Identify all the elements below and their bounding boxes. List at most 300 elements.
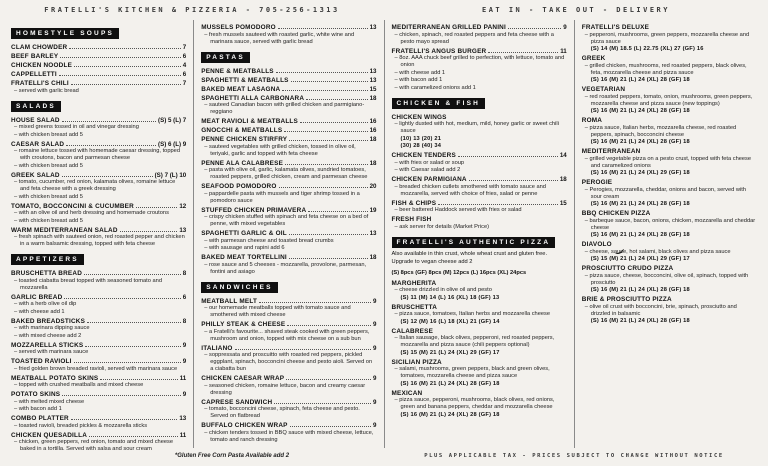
item-price: 13 <box>369 67 377 75</box>
dotted-leader <box>282 90 367 91</box>
item-price: 7 <box>182 44 187 51</box>
item-name-row <box>11 117 186 124</box>
item-price: 11 <box>179 374 187 382</box>
item-price: 9 <box>563 24 567 31</box>
item-name-row <box>201 375 376 382</box>
item-name: GARLIC BREAD <box>11 293 63 301</box>
size-legend: (S) 8pcs (GF) 8pcs (M) 12pcs (L) 16pcs (XL) 24pcs <box>391 269 527 276</box>
item-name-row <box>201 345 376 352</box>
item-name-row <box>392 280 567 287</box>
item-name-row <box>201 95 376 102</box>
dotted-leader <box>469 180 558 181</box>
item-price: 16 <box>369 118 377 125</box>
menu-item <box>201 24 376 46</box>
item-price: 11 <box>179 431 187 439</box>
section-header-row <box>11 248 186 268</box>
item-note: – Perogies, mozzarella, cheddar, onions and bacon, served with sour cream <box>582 187 757 201</box>
item-name: FRATELLI'S CHILI <box>11 80 69 87</box>
item-name-row <box>582 296 757 303</box>
item-note: – toasted ciabatta bread topped with seasoned tomato and mozzarella <box>11 278 186 292</box>
item-name: CHICKEN WINGS <box>391 113 447 121</box>
item-size-prices: (S) 16 (M) 21 (L) 24 (XL) 28 (GF) 18 <box>400 411 500 418</box>
section-header: SALADS <box>11 101 61 112</box>
item-name-row <box>392 304 567 311</box>
item-note: – grilled chicken, mushrooms, red roasted peppers, black olives, feta, mozzarella cheese and pizza sauce <box>582 63 757 77</box>
item-name: DIAVOLO <box>581 241 612 248</box>
item-note: – with sausage and rapini add 6 <box>201 245 376 252</box>
menu-item <box>392 328 567 357</box>
item-name: STUFFED CHICKEN PRIMAVERA <box>201 206 307 214</box>
menu-item <box>201 321 376 343</box>
item-note: – chicken, spinach, red roasted peppers and feta cheese with a pesto mayo spread <box>392 32 567 46</box>
menu-item <box>11 172 186 201</box>
item-note: – with Caesar salad add 2 <box>392 167 567 174</box>
dotted-leader <box>458 156 558 157</box>
menu-item <box>392 390 567 419</box>
item-size-prices: (S) 14 (M) 18.5 (L) 22.75 (XL) 27 (GF) 16 <box>590 46 704 52</box>
item-name-row <box>392 216 567 223</box>
dotted-leader <box>74 362 181 363</box>
menu-item <box>392 216 567 231</box>
item-note: – with chicken breast add 5 <box>11 132 186 139</box>
item-name: CHICKEN NOODLE <box>11 62 73 69</box>
dotted-leader <box>59 75 181 76</box>
dotted-leader <box>87 322 181 323</box>
section-header: APPETIZERS <box>11 254 84 265</box>
item-name-row <box>201 86 376 93</box>
item-size-prices: (S) 15 (M) 21 (L) 24 (XL) 29 (GF) 17 <box>590 256 690 262</box>
dotted-leader <box>62 176 153 177</box>
menu-item <box>201 118 376 125</box>
item-price: 18 <box>369 94 377 102</box>
menu-item <box>582 296 757 325</box>
dotted-leader <box>235 349 371 350</box>
item-price: 6 <box>182 53 187 60</box>
item-price: 9 <box>373 321 377 328</box>
item-note: – salami, mushrooms, green peppers, black and green olives, tomatoes, mozzarella cheese and pizza sauce <box>392 366 567 380</box>
item-name: POTATO SKINS <box>11 391 61 398</box>
item-note: – breaded chicken cutlets smothered with tomato sauce and mozzarella, served with choice of fries, salad or penne <box>392 184 567 198</box>
item-name-row <box>582 241 757 248</box>
item-note: – with cheese add 1 <box>11 309 186 316</box>
item-price: 9 <box>182 341 187 349</box>
item-name-row <box>11 141 186 148</box>
item-name: PENNE & MEATBALLS <box>201 67 274 75</box>
dotted-leader <box>279 187 368 188</box>
menu-column <box>4 20 193 452</box>
menu-item <box>582 148 757 177</box>
item-name: MEATBALL MELT <box>201 297 258 305</box>
item-name-row <box>201 422 376 429</box>
menu-item <box>11 318 186 340</box>
menu-item <box>392 48 567 92</box>
menu-item <box>201 422 376 444</box>
menu-item <box>582 24 757 53</box>
item-note: – rose sauce and 5 cheeses - mozzarella, provolone, parmesan, fontini and asiago <box>201 262 376 276</box>
menu-item <box>392 304 567 326</box>
menu-item <box>201 68 376 75</box>
section-header: FRATELLI'S AUTHENTIC PIZZA <box>392 237 556 248</box>
dotted-leader <box>259 302 371 303</box>
dotted-leader <box>285 164 368 165</box>
item-note: – Italian sausage, black olives, pepperoni, red roasted peppers, mozzarella and pizza sauce (chili peppers optional) <box>392 335 567 349</box>
item-note: – with chicken breast add 5 <box>11 194 186 201</box>
dotted-leader <box>136 207 177 208</box>
dotted-leader <box>69 48 180 49</box>
menu-item <box>201 298 376 320</box>
dotted-leader <box>274 403 371 404</box>
item-name-row <box>201 183 376 190</box>
item-name: TOASTED RAVIOLI <box>11 358 72 365</box>
dotted-leader <box>66 145 156 146</box>
item-price: 14 <box>559 152 567 159</box>
item-name: BBQ CHICKEN PIZZA <box>581 210 651 217</box>
item-name-row <box>11 391 186 398</box>
item-price: 13 <box>179 415 187 422</box>
item-name: MEATBALL POTATO SKINS <box>11 374 99 382</box>
item-name-row <box>11 172 186 179</box>
menu-item <box>11 62 186 69</box>
section-intro-text: Upgrade to vegan cheese add 2 <box>391 259 473 265</box>
dotted-leader <box>62 395 181 396</box>
menu-column <box>574 20 764 448</box>
item-note: – soppressata and proscuitto with roasted red peppers, pickled eggplant, spinach, bocconcini cheese and pesto aioli. Served on a ciabatta bun <box>201 352 376 373</box>
item-name-row <box>201 207 376 214</box>
item-name: BEEF BARLEY <box>11 53 59 60</box>
dotted-leader <box>100 379 177 380</box>
item-price: 15 <box>559 199 567 207</box>
item-name: TOMATO, BOCCONCINI & CUCUMBER <box>11 202 134 210</box>
item-size-prices: (S) 11 (M) 14 (L) 16 (XL) 18 (GF) 13 <box>400 294 500 301</box>
menu-item <box>201 160 376 182</box>
menu-item <box>11 432 186 454</box>
item-name: SEAFOOD POMODORO <box>201 183 277 190</box>
menu-item <box>11 80 186 95</box>
item-size-prices: (S) 12 (M) 16 (L) 18 (XL) 21 (GF) 14 <box>400 318 500 325</box>
item-name-row <box>11 71 186 78</box>
item-name: ROMA <box>581 117 603 124</box>
menu-item <box>11 141 186 170</box>
section-header-row <box>201 46 376 66</box>
menu-item <box>582 179 757 208</box>
item-name: SPAGHETTI ALLA CARBONARA <box>201 94 305 102</box>
item-note: – our homemade meatballs topped with tomato sauce and smothered with mixed cheese <box>201 305 376 319</box>
menu-item <box>582 86 757 115</box>
item-price: 9 <box>373 375 377 382</box>
item-note: – pasta with olive oil, garlic, kalamata olives, sundried tomatoes, roasted peppers, grilled chicken, cream and parmesan cheese <box>201 167 376 181</box>
item-note: – served with marinara sauce <box>11 349 186 356</box>
menu-item <box>11 117 186 139</box>
dotted-leader <box>488 52 558 53</box>
item-price: 9 <box>373 422 377 429</box>
item-price: 4 <box>182 62 187 69</box>
item-note: – with parmesan cheese and toasted bread crumbs <box>201 238 376 245</box>
item-note: – toasted ravioli, breaded pickles & mozzarella sticks <box>11 423 186 430</box>
dotted-leader <box>84 274 181 275</box>
menu-item <box>392 359 567 388</box>
item-name-row <box>11 342 186 349</box>
item-note: – lightly dusted with hot, medium, mild, honey garlic or sweet chili sauce <box>392 121 567 135</box>
item-price: 7 <box>182 80 187 87</box>
item-name: BAKED BREADSTICKS <box>11 317 86 325</box>
item-note: – with marinara dipping sauce <box>11 325 186 332</box>
item-name-row <box>392 200 567 207</box>
item-price: 18 <box>369 136 377 143</box>
item-name: CLAM CHOWDER <box>11 44 68 51</box>
dotted-leader <box>290 426 371 427</box>
item-name-row <box>11 375 186 382</box>
item-name-row <box>201 77 376 84</box>
item-name: BUFFALO CHICKEN WRAP <box>201 422 288 429</box>
item-note: – olive oil crust with bocconcini, brie, spinach, prosciutto and drizzled in balsamic <box>582 304 757 318</box>
item-name-row <box>11 227 186 234</box>
item-name-row <box>582 179 757 186</box>
item-name-row <box>11 80 186 87</box>
menu-item <box>201 86 376 93</box>
item-name-row <box>11 44 186 51</box>
item-name-row <box>201 230 376 237</box>
item-note: – fried golden brown breaded ravioli, served with marinara sauce <box>11 366 186 373</box>
item-name-row <box>201 118 376 125</box>
item-size-prices: (S) 16 (M) 21 (L) 24 (XL) 28 (GF) 18 <box>400 380 500 387</box>
menu-item <box>201 345 376 374</box>
item-note: – chicken, green peppers, red onion, tomato and mixed cheese baked in a tortilla. Served with salsa and sour cream <box>11 439 186 453</box>
item-note: – with a herb olive oil dip <box>11 301 186 308</box>
item-note: – sauteed vegetables with grilled chicken, tossed in olive oil, teriyaki, garlic and topped with feta cheese <box>201 144 376 158</box>
item-name: BRUSCHETTA <box>391 303 438 311</box>
service-options: EAT IN - TAKE OUT - DELIVERY <box>481 6 670 14</box>
item-name: CHICKEN CAESAR WRAP <box>201 375 285 382</box>
section-header: HOMESTYLE SOUPS <box>11 28 119 39</box>
menu-item <box>201 95 376 117</box>
menu-item <box>201 207 376 229</box>
item-name: VEGETARIAN <box>581 86 626 93</box>
item-price: 13 <box>369 24 377 31</box>
item-name-row <box>582 210 757 217</box>
item-price: 16 <box>369 127 377 134</box>
menu-item <box>11 375 186 390</box>
section-header-row <box>392 92 567 112</box>
item-note: – crispy chicken stuffed with spinach and feta cheese on a bed of penne, with mixed vegetables <box>201 214 376 228</box>
dotted-leader <box>278 28 368 29</box>
menu-item <box>582 117 757 146</box>
dotted-leader <box>287 325 371 326</box>
item-name: MEXICAN <box>391 389 423 397</box>
item-note: – with fries or salad or soup <box>392 160 567 167</box>
item-price: 6 <box>182 293 187 301</box>
item-note: – pizza sauce, Italian herbs, mozzarella cheese, red roasted peppers, spinach, bocconcini cheese <box>582 125 757 139</box>
item-note: – pizza sauce, cheese, bocconcini, olive oil, spinach, topped with prosciutto <box>582 273 757 287</box>
menu-item <box>11 270 186 292</box>
item-note: – beer battered Haddock served with fries or salad <box>392 207 567 214</box>
item-note: – sauteed Canadian bacon with grilled chicken and parmigiano-reggiano <box>201 102 376 116</box>
dotted-leader <box>60 57 181 58</box>
item-name: HOUSE SALAD <box>11 116 60 124</box>
menu-item <box>11 358 186 373</box>
item-price: 9 <box>373 344 377 352</box>
item-name: BAKED MEAT TORTELLINI <box>201 254 287 261</box>
dotted-leader <box>286 379 371 380</box>
menu-item <box>11 415 186 430</box>
item-name: PROSCIUTTO CRUDO PIZZA <box>581 265 674 272</box>
section-header-row <box>11 22 186 42</box>
menu-column <box>384 20 574 448</box>
menu-item <box>11 71 186 78</box>
menu-item <box>201 230 376 252</box>
item-note: – fresh mussels sauteed with roasted garlic, white wine and marinara sauce, served with garlic bread <box>201 32 376 46</box>
item-name-row <box>201 160 376 167</box>
menu-columns <box>0 20 768 452</box>
menu-item <box>582 265 757 294</box>
dotted-leader <box>85 346 180 347</box>
dotted-leader <box>508 28 561 29</box>
section-header-row <box>11 95 186 115</box>
item-name-row <box>11 432 186 439</box>
item-name: WARM MEDITERRANEAN SALAD <box>11 226 118 234</box>
item-name-row <box>392 176 567 183</box>
item-name-row <box>582 148 757 155</box>
item-price: (S) 5 (L) 7 <box>158 116 187 124</box>
restaurant-title: FRATELLI'S KITCHEN & PIZZERIA - 705-256-1313 <box>44 6 340 14</box>
item-name: MEDITERRANEAN <box>581 148 641 155</box>
menu-item <box>11 391 186 413</box>
item-name-row <box>392 114 567 121</box>
item-price: 9 <box>373 297 377 305</box>
item-name-row <box>201 298 376 305</box>
item-name: PENNE CHICKEN STIRFRY <box>201 136 288 143</box>
item-name-row <box>11 270 186 277</box>
menu-item <box>201 136 376 158</box>
item-name: CAPPELLETTI <box>11 71 57 78</box>
dotted-leader <box>64 298 180 299</box>
item-size-prices: (S) 16 (M) 21 (L) 24 (XL) 28 (GF) 18 <box>590 77 690 83</box>
item-size-prices: (S) 16 (M) 21 (L) 24 (XL) 28 (GF) 18 <box>590 139 690 145</box>
menu-item <box>11 53 186 60</box>
item-price: 15 <box>369 85 377 93</box>
dotted-leader <box>284 131 367 132</box>
menu-item <box>582 241 757 263</box>
item-name-row <box>11 318 186 325</box>
item-name: SPAGHETTI GARLIC & OIL <box>201 230 287 237</box>
menu-item <box>201 127 376 134</box>
menu-item <box>201 254 376 276</box>
menu-item <box>11 44 186 51</box>
dotted-leader <box>62 121 156 122</box>
item-note: – with an olive oil and herb dressing and homemade croutons <box>11 210 186 217</box>
item-name-row <box>582 55 757 62</box>
dotted-leader <box>120 231 178 232</box>
item-name-row <box>11 415 186 422</box>
item-note: – romaine lettuce tossed with homemade caesar dressing, topped with croutons, bacon and parmesan cheese <box>11 148 186 162</box>
item-name-row <box>392 390 567 397</box>
item-note: – with mixed cheese add 2 <box>11 333 186 340</box>
item-note: – with bacon add 1 <box>392 77 567 84</box>
menu-item <box>11 294 186 316</box>
item-price: (S) 7 (L) 10 <box>154 171 187 179</box>
item-size-prices: (S) 16 (M) 21 (L) 24 (XL) 28 (GF) 18 <box>590 232 690 238</box>
item-name: SICILIAN PIZZA <box>391 358 442 366</box>
item-name-row <box>582 24 757 31</box>
menu-item <box>582 55 757 84</box>
dotted-leader <box>71 419 177 420</box>
menu-item <box>11 227 186 249</box>
item-note: – with caramelized onions add 1 <box>392 85 567 92</box>
item-size-prices: (30) 28 (40) 34 <box>400 143 442 149</box>
section-header-row <box>201 276 376 296</box>
item-name: PENNE ALA CALABRESE <box>201 159 284 167</box>
dotted-leader <box>289 234 368 235</box>
item-note: – pizza sauce, tomatoes, Italian herbs and mozzarella cheese <box>392 311 567 318</box>
item-name-row <box>201 68 376 75</box>
dotted-leader <box>306 99 367 100</box>
item-note: – with chicken breast add 5 <box>11 218 186 225</box>
menu-item <box>201 399 376 421</box>
menu-item <box>11 203 186 225</box>
item-price: 19 <box>369 206 377 214</box>
item-price: 18 <box>369 159 377 167</box>
item-size-prices: (S) 16 (M) 21 (L) 24 (XL) 28 (GF) 18 <box>590 108 690 114</box>
item-size-prices: (S) 16 (M) 21 (L) 24 (XL) 28 (GF) 18 <box>590 287 690 293</box>
section-header: SANDWICHES <box>201 282 277 293</box>
item-price: 18 <box>559 176 567 183</box>
item-name: CHICKEN QUESADILLA <box>11 431 88 439</box>
item-note: – tomato, bocconcini cheese, spinach, feta cheese and pesto. Served on flatbread <box>201 406 376 420</box>
item-note: – ask server for details (Market Price) <box>392 224 567 231</box>
item-note: – fresh spinach with sauteed onion, red roasted pepper and chicken in a warm balsamic dressing, topped with feta cheese <box>11 234 186 248</box>
item-size-prices: (10) 13 (20) 21 <box>400 135 442 142</box>
item-price: 11 <box>560 47 567 55</box>
menu-item <box>392 24 567 46</box>
item-name: FRESH FISH <box>391 216 432 223</box>
tax-disclaimer: PLUS APPLICABLE TAX - PRICES SUBJECT TO CHANGE WITHOUT NOTICE <box>424 453 724 459</box>
item-name: BRIE & PROSCIUTTO PIZZA <box>581 296 672 303</box>
item-note: – with bacon add 1 <box>11 406 186 413</box>
menu-item <box>11 342 186 357</box>
item-note: – with melted mixed cheese <box>11 399 186 406</box>
item-name-row <box>392 48 567 55</box>
menu-item <box>392 280 567 302</box>
item-name-row <box>582 86 757 93</box>
dotted-leader <box>289 258 368 259</box>
item-note: – tomato, cucumber, red onion, kalamata olives, romaine lettuce and feta cheese with a greek dressing <box>11 179 186 193</box>
item-size-prices: (S) 16 (M) 21 (L) 24 (XL) 28 (GF) 18 <box>590 318 690 324</box>
item-size-prices: (S) 16 (M) 21 (L) 24 (XL) 28 (GF) 18 <box>590 201 690 207</box>
item-note: – barbeque sauce, bacon, onions, chicken, mozzarella and cheddar cheese <box>582 218 757 232</box>
item-note: – with chicken breast add 5 <box>11 163 186 170</box>
item-name-row <box>11 53 186 60</box>
item-name-row <box>201 136 376 143</box>
item-name-row <box>11 294 186 301</box>
menu-item <box>392 176 567 198</box>
item-name-row <box>392 152 567 159</box>
item-name-row <box>201 254 376 261</box>
item-price: 13 <box>369 230 377 237</box>
item-price: 9 <box>373 398 377 406</box>
dotted-leader <box>289 140 367 141</box>
menu-item <box>582 210 757 239</box>
item-name-row <box>582 117 757 124</box>
item-note: – cheese drizzled in olive oil and pesto <box>392 287 567 294</box>
menu-item <box>392 152 567 174</box>
menu-item <box>392 114 567 151</box>
item-name: MUSSELS POMODORO <box>201 24 276 31</box>
item-price: 8 <box>182 317 187 325</box>
item-name: PEROGIE <box>581 179 613 186</box>
item-note: – pepperoni, mushrooms, green peppers, mozzarella cheese and pizza sauce <box>582 32 757 46</box>
menu-item <box>201 183 376 205</box>
item-note: – with cheese add 1 <box>392 70 567 77</box>
item-price: 9 <box>182 358 187 365</box>
